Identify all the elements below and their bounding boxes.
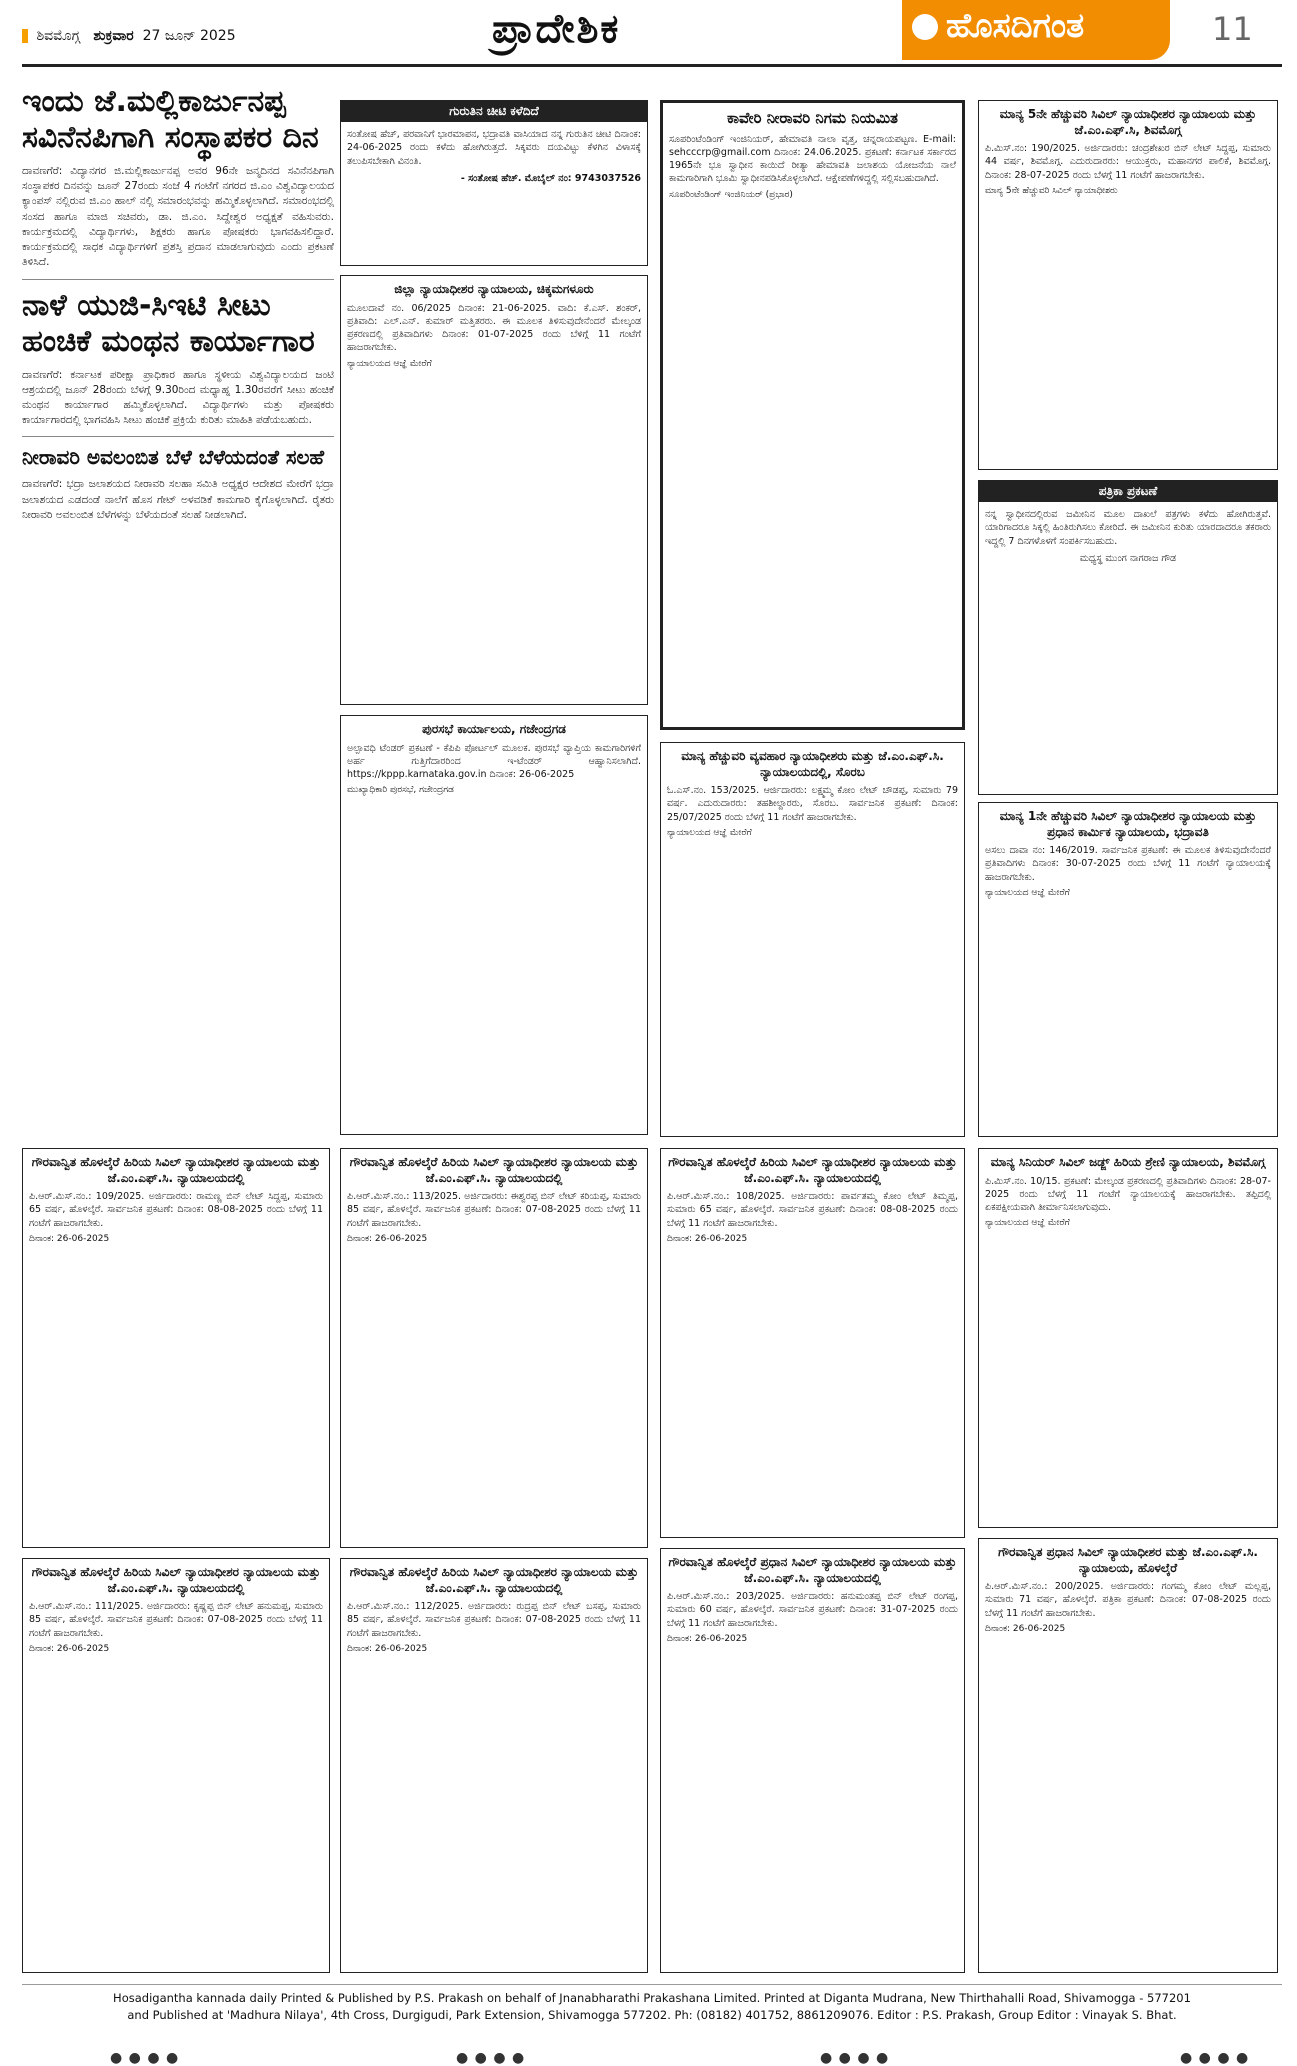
dateline-bar [22,29,28,43]
notice-sign-text: ದಿನಾಂಕ: 26-06-2025 [985,1624,1066,1635]
notice-sign-text: ನ್ಯಾಯಾಲಯದ ಆಜ್ಞೆ ಮೇರೆಗೆ [985,888,1070,899]
notice-box [340,1558,648,1973]
notice-sign [347,359,641,369]
notice-title: ಮಾನ್ಯ 1ನೇ ಹೆಚ್ಚುವರಿ ಸಿವಿಲ್ ನ್ಯಾಯಾಧೀಶರ ನ್ಯಾಯಾಲಯ ಮತ್ತು ಪ್ರಧಾನ ಕಾರ್ಮಿಕ ನ್ಯಾಯಾಲಯ, ಭದ್ರಾವತಿ [999,809,1257,839]
article-body: ದಾವಣಗೆರೆ: ವಿದ್ಯಾನಗರ ಜಿ.ಮಲ್ಲಿಕಾರ್ಜುನಪ್ಪ ಅವರ 96ನೇ ಜನ್ಮದಿನದ ಸವಿನೆನಪಿಗಾಗಿ ಸಂಸ್ಥಾಪಕರ ದಿನವನ್ನು ಜೂನ್ 27ರಂದು ಸಂಜೆ 4 ಗಂಟೆಗೆ ನಗರದ ಜಿ.ಎಂ ವಿಶ್ವವಿದ್ಯಾಲಯದ ಕ್ಯಾಂಪಸ್ ನಲ್ಲಿರುವ ಜಿ.ಎಂ ಹಾಲ್ ನಲ್ಲಿ ಸಮಾರಂಭವನ್ನು ಹಮ್ಮಿಕೊಳ್ಳಲಾಗಿದೆ. ಸಮಾರಂಭದಲ್ಲಿ ಸಂಸದ ಹಾಗೂ ಮಾಜಿ ಸಚಿವರು, ಡಾ. ಜಿ.ಎಂ. ಸಿದ್ದೇಶ್ವರ ಅಧ್ಯಕ್ಷತೆ ವಹಿಸುವರು. ಕಾರ್ಯಕ್ರಮದಲ್ಲಿ ವಿದ್ಯಾರ್ಥಿಗಳು, ಶಿಕ್ಷಕರು ಹಾಗೂ ಪೋಷಕರು ಭಾಗವಹಿಸಲಿದ್ದಾರೆ. ಕಾರ್ಯಕ್ರಮದಲ್ಲಿ ಸಾಧಕ ವಿದ್ಯಾರ್ಥಿಗಳಿಗೆ ಪ್ರಶಸ್ತಿ ಪ್ರದಾನ ಮಾಡಲಾಗುವುದು ಎಂದು ಪ್ರಕಟಣೆ ತಿಳಿಸಿದೆ. [22,165,334,269]
notice-title: ಮಾನ್ಯ ಸಿನಿಯರ್ ಸಿವಿಲ್ ಜಡ್ಜ್ ಹಿರಿಯ ಶ್ರೇಣಿ ನ್ಯಾಯಾಲಯ, ಶಿವಮೊಗ್ಗ [990,1155,1266,1169]
article-headline: ನೀರಾವರಿ ಅವಲಂಬಿತ ಬೆಳೆ ಬೆಳೆಯದಂತೆ ಸಲಹೆ [22,445,325,470]
notice-sign-text: ದಿನಾಂಕ: 26-06-2025 [667,1634,748,1645]
notice-body: ಪಿ.ಆರ್.ಮಿಸ್.ನಂ.: 203/2025. ಅರ್ಜಿದಾರರು: ಹನುಮಂತಪ್ಪ ಬಿನ್ ಲೇಟ್ ರಂಗಪ್ಪ, ಸುಮಾರು 60 ವರ್ಷ, ಹೊಳಲ್ಕೆರೆ. ಸಾರ್ವಜನಿಕ ಪ್ರಕಟಣೆ: ದಿನಾಂಕ: 31-07-2025 ರಂದು ಬೆಳಗ್ಗೆ 11 ಗಂಟೆಗೆ ಹಾಜರಾಗಬೇಕು. [667,1591,958,1629]
notice-title: ಗೌರವಾನ್ವಿತ ಹೊಳಲ್ಕೆರೆ ಪ್ರಧಾನ ಸಿವಿಲ್ ನ್ಯಾಯಾಧೀಶರ ನ್ಯಾಯಾಲಯ ಮತ್ತು ಜೆ.ಎಂ.ಎಫ್.ಸಿ. ನ್ಯಾಯಾಲಯದಲ್ಲಿ [668,1555,957,1585]
notice-body: ಪಿ.ಆರ್.ಮಿಸ್.ನಂ.: 200/2025. ಅರ್ಜಿದಾರರು: ಗಂಗಮ್ಮ ಕೋಂ ಲೇಟ್ ಮಲ್ಲಪ್ಪ, ಸುಮಾರು 71 ವರ್ಷ, ಹೊಳಲ್ಕೆರೆ. ಪತ್ರಿಕಾ ಪ್ರಕಟಣೆ: ದಿನಾಂಕ: 07-08-2025 ರಂದು ಬೆಳಗ್ಗೆ 11 ಗಂಟೆಗೆ ಹಾಜರಾಗಬೇಕು. [985,1581,1271,1619]
notice-sign-text: ಸೂಪರಿಂಟೆಂಡಿಂಗ್ ಇಂಜಿನಿಯರ್ (ಪ್ರಭಾರ) [669,189,793,200]
notice-body: ಸೂಪರಿಂಟೆಂಡಿಂಗ್ ಇಂಜಿನಿಯರ್, ಹೇಮಾವತಿ ನಾಲಾ ವೃತ್ತ, ಚನ್ನರಾಯಪಟ್ಟಣ. E-mail: sehcccrp@gmail.com ದಿನಾಂಕ: 24.06.2025. ಪ್ರಕಟಣೆ: ಕರ್ನಾಟಕ ಸರ್ಕಾರದ 1965ನೇ ಭೂ ಸ್ವಾಧೀನ ಕಾಯಿದೆ ರೀತ್ಯಾ ಹೇಮಾವತಿ ಜಲಾಶಯ ಯೋಜನೆಯ ನಾಲೆ ಕಾಮಗಾರಿಗಾಗಿ ಭೂಮಿ ಸ್ವಾಧೀನಪಡಿಸಿಕೊಳ್ಳಲಾಗಿದೆ. ಆಕ್ಷೇಪಣೆಗಳಿದ್ದಲ್ಲಿ ಸಲ್ಲಿಸಬಹುದಾಗಿದೆ. [669,133,956,185]
notice-body: ಅಸಲು ದಾವಾ ನಂ: 146/2019. ಸಾರ್ವಜನಿಕ ಪ್ರಕಟಣೆ: ಈ ಮೂಲಕ ತಿಳಿಸುವುದೇನೆಂದರೆ ಪ್ರತಿವಾದಿಗಳು ದಿನಾಂಕ: 30-07-2025 ರಂದು ಬೆಳಗ್ಗೆ 11 ಗಂಟೆಗೆ ನ್ಯಾಯಾಲಯಕ್ಕೆ ಹಾಜರಾಗಬೇಕು. [985,845,1271,883]
registration-marks: ● ● ● ● [1180,2050,1250,2066]
brand-logo [902,0,1170,60]
registration-marks: ● ● ● ● [110,2050,180,2066]
notice-sign-text: ಮುಖ್ಯಾಧಿಕಾರಿ ಪುರಸಭೆ, ಗಜೇಂದ್ರಗಡ [347,785,454,796]
notice-body: ಓ.ಎಸ್.ನಂ. 153/2025. ಆರ್ಜಿದಾರರು: ಲಕ್ಷ್ಮಮ್ಮ ಕೋಂ ಲೇಟ್ ಚೌಡಪ್ಪ, ಸುಮಾರು 79 ವರ್ಷ. ಎದುರುದಾರರು: ತಹಶೀಲ್ದಾರರು, ಸೊರಬ. ಸಾರ್ವಜನಿಕ ಪ್ರಕಟಣೆ: ದಿನಾಂಕ: 25/07/2025 ರಂದು ಬೆಳಗ್ಗೆ 11 ಗಂಟೆಗೆ ಹಾಜರಾಗಬೇಕು. [667,785,958,823]
dateline-city: ಶಿವಮೊಗ್ಗ [36,28,80,44]
registration-marks: ● ● ● ● [820,2050,890,2066]
notice-body: ನನ್ನ ಸ್ವಾಧೀನದಲ್ಲಿರುವ ಜಮೀನಿನ ಮೂಲ ದಾಖಲೆ ಪತ್ರಗಳು ಕಳೆದು ಹೋಗಿರುತ್ತವೆ. ಯಾರಿಗಾದರೂ ಸಿಕ್ಕಲ್ಲಿ ಹಿಂತಿರುಗಿಸಲು ಕೋರಿದೆ. ಈ ಜಮೀನಿನ ಕುರಿತು ಯಾರದಾದರೂ ತಕರಾರು ಇದ್ದಲ್ಲಿ 7 ದಿನಗಳೊಳಗೆ ಸಂಪರ್ಕಿಸಬಹುದು. [985,509,1271,547]
dateline-date: 27 ಜೂನ್ 2025 [142,28,236,44]
notice-box [660,1548,965,1973]
notice-box [978,802,1278,1137]
notice-box [978,480,1278,795]
notice-box [660,100,965,730]
notice-box [340,100,648,266]
notice-box [340,275,648,705]
notice-sign [667,1634,958,1644]
notice-title: ಪುರಸಭೆ ಕಾರ್ಯಾಲಯ, ಗಜೇಂದ್ರಗಡ [422,722,566,736]
divider [22,436,334,437]
notice-sign [667,828,958,838]
notice-body: ಅಲ್ಪಾವಧಿ ಟೆಂಡರ್ ಪ್ರಕಟಣೆ - ಕೆಪಿಪಿ ಪೋರ್ಟಲ್ ಮೂಲಕ. ಪುರಸಭೆ ವ್ಯಾಪ್ತಿಯ ಕಾಮಗಾರಿಗಳಿಗೆ ಅರ್ಹ ಗುತ್ತಿಗೆದಾರರಿಂದ ಇ-ಟೆಂಡರ್ ಆಹ್ವಾನಿಸಲಾಗಿದೆ. https://kppp.karnataka.gov.in ದಿನಾಂಕ: 26-06-2025 [347,742,641,781]
notice-body: ಪಿ.ಮಿಸ್.ನಂ. 10/15. ಪ್ರಕಟಣೆ: ಮೇಲ್ಕಂಡ ಪ್ರಕರಣದಲ್ಲಿ ಪ್ರತಿವಾದಿಗಳು ದಿನಾಂಕ: 28-07-2025 ರಂದು ಬೆಳಗ್ಗೆ 11 ಗಂಟೆಗೆ ನ್ಯಾಯಾಲಯಕ್ಕೆ ಹಾಜರಾಗಬೇಕು. ತಪ್ಪಿದಲ್ಲಿ ಏಕಪಕ್ಷೀಯವಾಗಿ ತೀರ್ಮಾನಿಸಲಾಗುವುದು. [985,1175,1271,1214]
notice-box [978,1148,1278,1528]
notice-title: ಪತ್ರಿಕಾ ಪ್ರಕಟಣೆ [979,481,1277,502]
notice-sign [29,1234,323,1244]
notice-box [660,1148,965,1538]
page-number: 11 [1212,10,1253,48]
notice-sign [29,1644,323,1654]
sun-icon [912,14,938,40]
notice-sign [347,785,641,795]
notice-sign [985,186,1271,196]
notice-body: ಪಿ.ಆರ್.ಮಿಸ್.ನಂ.: 109/2025. ಅರ್ಜಿದಾರರು: ರಾಮಣ್ಣ ಬಿನ್ ಲೇಟ್ ಸಿದ್ದಪ್ಪ, ಸುಮಾರು 65 ವರ್ಷ, ಹೊಳಲ್ಕೆರೆ. ಸಾರ್ವಜನಿಕ ಪ್ರಕಟಣೆ: ದಿನಾಂಕ: 08-08-2025 ರಂದು ಬೆಳಗ್ಗೆ 11 ಗಂಟೆಗೆ ಹಾಜರಾಗಬೇಕು. [29,1191,323,1229]
divider [22,279,334,280]
notice-sign [985,1218,1271,1228]
imprint-line: and Published at 'Madhura Nilaya', 4th Cross, Durgigudi, Park Extension, Shivamogga 577202. Ph: (08182) 401752, 8861209076. Editor : P.S. Prakash, Group Editor : Vinayak S. Bhat. [127,2007,1177,2022]
notice-sign-text: ದಿನಾಂಕ: 26-06-2025 [347,1234,428,1245]
notice-body: ಪಿ.ಆರ್.ಮಿಸ್.ನಂ.: 108/2025. ಅರ್ಜಿದಾರರು: ಪಾರ್ವತಮ್ಮ ಕೋಂ ಲೇಟ್ ತಿಮ್ಮಪ್ಪ, ಸುಮಾರು 65 ವರ್ಷ, ಹೊಳಲ್ಕೆರೆ. ಸಾರ್ವಜನಿಕ ಪ್ರಕಟಣೆ: ದಿನಾಂಕ: 08-08-2025 ರಂದು ಬೆಳಗ್ಗೆ 11 ಗಂಟೆಗೆ ಹಾಜರಾಗಬೇಕು. [667,1191,958,1229]
dateline [22,28,236,44]
article-body: ದಾವಣಗೆರೆ: ಕರ್ನಾಟಕ ಪರೀಕ್ಷಾ ಪ್ರಾಧಿಕಾರ ಹಾಗೂ ಸ್ಥಳೀಯ ವಿಶ್ವವಿದ್ಯಾಲಯದ ಜಂಟಿ ಆಶ್ರಯದಲ್ಲಿ ಜೂನ್ 28ರಂದು ಬೆಳಗ್ಗೆ 9.30ರಿಂದ ಮಧ್ಯಾಹ್ನ 1.30ರವರೆಗೆ ಸೀಟು ಹಂಚಿಕೆ ಮಂಥನ ಕಾರ್ಯಾಗಾರ ಹಮ್ಮಿಕೊಳ್ಳಲಾಗಿದೆ. ವಿದ್ಯಾರ್ಥಿಗಳು ಮತ್ತು ಪೋಷಕರು ಕಾರ್ಯಾಗಾರದಲ್ಲಿ ಭಾಗವಹಿಸಿ ಸೀಟು ಹಂಚಿಕೆ ಪ್ರಕ್ರಿಯೆ ಕುರಿತು ಮಾಹಿತಿ ಪಡೆಯಬಹುದು. [22,368,334,427]
imprint-line: Hosadigantha kannada daily Printed & Published by P.S. Prakash on behalf of Jnanabharathi Prakashana Limited. Printed at Diganta Mudrana, New Thirthahalli Road, Shivamogga - 577201 [113,1991,1191,2005]
notice-title: ಗೌರವಾನ್ವಿತ ಹೊಳಲ್ಕೆರೆ ಹಿರಿಯ ಸಿವಿಲ್ ನ್ಯಾಯಾಧೀಶರ ನ್ಯಾಯಾಲಯ ಮತ್ತು ಜೆ.ಎಂ.ಎಫ್.ಸಿ. ನ್ಯಾಯಾಲಯದಲ್ಲಿ [349,1155,639,1185]
notice-title: ಗೌರವಾನ್ವಿತ ಹೊಳಲ್ಕೆರೆ ಹಿರಿಯ ಸಿವಿಲ್ ನ್ಯಾಯಾಧೀಶರ ನ್ಯಾಯಾಲಯ ಮತ್ತು ಜೆ.ಎಂ.ಎಫ್.ಸಿ. ನ್ಯಾಯಾಲಯದಲ್ಲಿ [31,1565,321,1595]
notice-body: ಮೂಲದಾವೆ ನಂ. 06/2025 ದಿನಾಂಕ: 21-06-2025. ವಾದಿ: ಕೆ.ಎಸ್. ಶಂಕರ್, ಪ್ರತಿವಾದಿ: ಎಲ್.ಎನ್. ಕುಮಾರ್ ಮತ್ತಿತರರು. ಈ ಮೂಲಕ ತಿಳಿಸುವುದೇನೆಂದರೆ ಮೇಲ್ಕಂಡ ಪ್ರಕರಣದಲ್ಲಿ ಪ್ರತಿವಾದಿಗಳು ದಿನಾಂಕ: 01-07-2025 ರಂದು ಬೆಳಿಗ್ಗೆ 11 ಗಂಟೆಗೆ ಹಾಜರಾಗಬೇಕು. [347,302,641,354]
masthead [22,0,1282,66]
news-column [22,78,334,1138]
notice-sign [985,888,1271,898]
notice-sign [985,1624,1271,1634]
notice-title: ಗೌರವಾನ್ವಿತ ಹೊಳಲ್ಕೆರೆ ಹಿರಿಯ ಸಿವಿಲ್ ನ್ಯಾಯಾಧೀಶರ ನ್ಯಾಯಾಲಯ ಮತ್ತು ಜೆ.ಎಂ.ಎಫ್.ಸಿ. ನ್ಯಾಯಾಲಯದಲ್ಲಿ [668,1155,957,1185]
section-title: ಪ್ರಾದೇಶಿಕ [492,6,621,52]
notice-title: ಗುರುತಿನ ಚೀಟಿ ಕಳೆದಿದೆ [341,101,647,122]
notice-body: ಪಿ.ಆರ್.ಮಿಸ್.ನಂ.: 111/2025. ಅರ್ಜಿದಾರರು: ಕೃಷ್ಣಪ್ಪ ಬಿನ್ ಲೇಟ್ ಹನುಮಪ್ಪ, ಸುಮಾರು 85 ವರ್ಷ, ಹೊಳಲ್ಕೆರೆ. ಸಾರ್ವಜನಿಕ ಪ್ರಕಟಣೆ: ದಿನಾಂಕ: 07-08-2025 ರಂದು ಬೆಳಗ್ಗೆ 11 ಗಂಟೆಗೆ ಹಾಜರಾಗಬೇಕು. [29,1601,323,1639]
notice-sign: ಮಧ್ಯಸ್ಥ ಮುಂಗ ನಾಗರಾಜ ಗೌಡ [1079,552,1177,564]
notice-sign-text: ದಿನಾಂಕ: 26-06-2025 [29,1644,110,1655]
brand-name: ಹೊಸದಿಗಂತ [946,6,1085,46]
notice-box [978,100,1278,470]
notice-sign-text: ದಿನಾಂಕ: 26-06-2025 [347,1644,428,1655]
notice-sign-text: ದಿನಾಂಕ: 26-06-2025 [667,1234,748,1245]
notice-sign-text: ಮಾನ್ಯ 5ನೇ ಹೆಚ್ಚುವರಿ ಸಿವಿಲ್ ನ್ಯಾಯಾಧೀಶರು [985,186,1118,197]
notice-box [660,742,965,1137]
notice-body: ಸಂತೋಷ ಹೆಚ್, ಪರವಾನಿಗೆ ಭಾರಮಾಪನ, ಭದ್ರಾವತಿ ವಾಸಿಯಾದ ನನ್ನ ಗುರುತಿನ ಚೀಟಿ ದಿನಾಂಕ: 24-06-2025 ರಂದು ಕಳೆದು ಹೋಗಿರುತ್ತದೆ. ಸಿಕ್ಕವರು ದಯವಿಟ್ಟು ಕೆಳಗಿನ ವಿಳಾಸಕ್ಕೆ ತಲುಪಿಸಬೇಕಾಗಿ ವಿನಂತಿ. [347,129,641,167]
article-headline: ನಾಳೆ ಯುಜಿ-ಸಿಇಟಿ ಸೀಟು ಹಂಚಿಕೆ ಮಂಥನ ಕಾರ್ಯಾಗಾರ [22,287,315,359]
notice-title: ಮಾನ್ಯ 5ನೇ ಹೆಚ್ಚುವರಿ ಸಿವಿಲ್ ನ್ಯಾಯಾಧೀಶರ ನ್ಯಾಯಾಲಯ ಮತ್ತು ಜೆ.ಎಂ.ಎಫ್.ಸಿ, ಶಿವಮೊಗ್ಗ [999,107,1257,137]
imprint [22,1990,1282,2023]
notice-title: ಗೌರವಾನ್ವಿತ ಹೊಳಲ್ಕೆರೆ ಹಿರಿಯ ಸಿವಿಲ್ ನ್ಯಾಯಾಧೀಶರ ನ್ಯಾಯಾಲಯ ಮತ್ತು ಜೆ.ಎಂ.ಎಫ್.ಸಿ. ನ್ಯಾಯಾಲಯದಲ್ಲಿ [349,1565,639,1595]
notice-sign-text: ನ್ಯಾಯಾಲಯದ ಆಜ್ಞೆ ಮೇರೆಗೆ [347,358,432,369]
notice-title: ಗೌರವಾನ್ವಿತ ಪ್ರಧಾನ ಸಿವಿಲ್ ನ್ಯಾಯಾಧೀಶರ ಮತ್ತು ಜೆ.ಎಂ.ಎಫ್.ಸಿ. ನ್ಯಾಯಾಲಯ, ಹೊಳಲ್ಕೆರೆ [998,1545,1258,1575]
notice-sign-text: ನ್ಯಾಯಾಲಯದ ಆಜ್ಞೆ ಮೇರೆಗೆ [985,1218,1070,1229]
notice-sign: - ಸಂತೋಷ ಹೆಚ್. ಮೊಬೈಲ್ ನಂ: 9743037526 [460,172,641,184]
notice-sign [347,1644,641,1654]
article-headline: ಇಂದು ಜೆ.ಮಲ್ಲಿಕಾರ್ಜುನಪ್ಪ ಸವಿನೆನಪಿಗಾಗಿ ಸಂಸ್ಥಾಪಕರ ದಿನ [22,84,319,155]
header-rule [22,64,1282,67]
notice-box [22,1148,330,1548]
notice-box [22,1558,330,1973]
notice-title: ಕಾವೇರಿ ನೀರಾವರಿ ನಿಗಮ ನಿಯಮಿತ [726,109,899,127]
notice-sign [347,1234,641,1244]
notice-sign [669,190,956,200]
registration-marks: ● ● ● ● [456,2050,526,2066]
notice-body: ಪಿ.ಆರ್.ಮಿಸ್.ನಂ.: 113/2025. ಅರ್ಜಿದಾರರು: ಈಶ್ವರಪ್ಪ ಬಿನ್ ಲೇಟ್ ಕರಿಯಪ್ಪ, ಸುಮಾರು 85 ವರ್ಷ, ಹೊಳಲ್ಕೆರೆ. ಸಾರ್ವಜನಿಕ ಪ್ರಕಟಣೆ: ದಿನಾಂಕ: 07-08-2025 ರಂದು ಬೆಳಗ್ಗೆ 11 ಗಂಟೆಗೆ ಹಾಜರಾಗಬೇಕು. [347,1191,641,1229]
notice-title: ಮಾನ್ಯ ಹೆಚ್ಚುವರಿ ವ್ಯವಹಾರ ನ್ಯಾಯಾಧೀಶರು ಮತ್ತು ಜೆ.ಎಂ.ಎಫ್.ಸಿ. ನ್ಯಾಯಾಲಯದಲ್ಲಿ, ಸೊರಬ [681,749,944,779]
dateline-day: ಶುಕ್ರವಾರ [93,28,134,44]
footer-rule [22,1984,1282,1985]
notice-box [340,715,648,1135]
notice-title: ಗೌರವಾನ್ವಿತ ಹೊಳಲ್ಕೆರೆ ಹಿರಿಯ ಸಿವಿಲ್ ನ್ಯಾಯಾಧೀಶರ ನ್ಯಾಯಾಲಯ ಮತ್ತು ಜೆ.ಎಂ.ಎಫ್.ಸಿ. ನ್ಯಾಯಾಲಯದಲ್ಲಿ [31,1155,321,1185]
notice-body: ಪಿ.ಮಿಸ್.ನಂ: 190/2025. ಅರ್ಜಿದಾರರು: ಚಂದ್ರಶೇಖರ ಬಿನ್ ಲೇಟ್ ಸಿದ್ದಪ್ಪ, ಸುಮಾರು 44 ವರ್ಷ, ಶಿವಮೊಗ್ಗ. ಎದುರುದಾರರು: ಆಯುಕ್ತರು, ಮಹಾನಗರ ಪಾಲಿಕೆ, ಶಿವಮೊಗ್ಗ. ದಿನಾಂಕ: 28-07-2025 ರಂದು ಬೆಳಗ್ಗೆ 11 ಗಂಟೆಗೆ ಹಾಜರಾಗಬೇಕು. [985,143,1271,181]
notice-sign [667,1234,958,1244]
notice-sign-text: ದಿನಾಂಕ: 26-06-2025 [29,1234,110,1245]
notice-box [978,1538,1278,1973]
article-body: ದಾವಣಗೆರೆ: ಭದ್ರಾ ಜಲಾಶಯದ ನೀರಾವರಿ ಸಲಹಾ ಸಮಿತಿ ಅಧ್ಯಕ್ಷರ ಆದೇಶದ ಮೇರೆಗೆ ಭದ್ರಾ ಜಲಾಶಯದ ಎಡದಂಡೆ ನಾಲೆಗೆ ಹೊಸ ಗೇಟ್ ಅಳವಡಿಕೆ ಕಾಮಗಾರಿ ಕೈಗೊಳ್ಳಲಾಗಿದೆ. ರೈತರು ನೀರಾವರಿ ಅವಲಂಬಿತ ಬೆಳೆಗಳನ್ನು ಬೆಳೆಯದಂತೆ ಸಲಹೆ ನೀಡಲಾಗಿದೆ. [22,478,334,521]
notice-sign-text: ನ್ಯಾಯಾಲಯದ ಆಜ್ಞೆ ಮೇರೆಗೆ [667,828,752,839]
notice-title: ಜಿಲ್ಲಾ ನ್ಯಾಯಾಧೀಶರ ನ್ಯಾಯಾಲಯ, ಚಿಕ್ಕಮಗಳೂರು [394,282,594,296]
notice-box [340,1148,648,1548]
notice-body: ಪಿ.ಆರ್.ಮಿಸ್.ನಂ.: 112/2025. ಅರ್ಜಿದಾರರು: ರುದ್ರಪ್ಪ ಬಿನ್ ಲೇಟ್ ಬಸಪ್ಪ, ಸುಮಾರು 85 ವರ್ಷ, ಹೊಳಲ್ಕೆರೆ. ಸಾರ್ವಜನಿಕ ಪ್ರಕಟಣೆ: ದಿನಾಂಕ: 07-08-2025 ರಂದು ಬೆಳಗ್ಗೆ 11 ಗಂಟೆಗೆ ಹಾಜರಾಗಬೇಕು. [347,1601,641,1639]
